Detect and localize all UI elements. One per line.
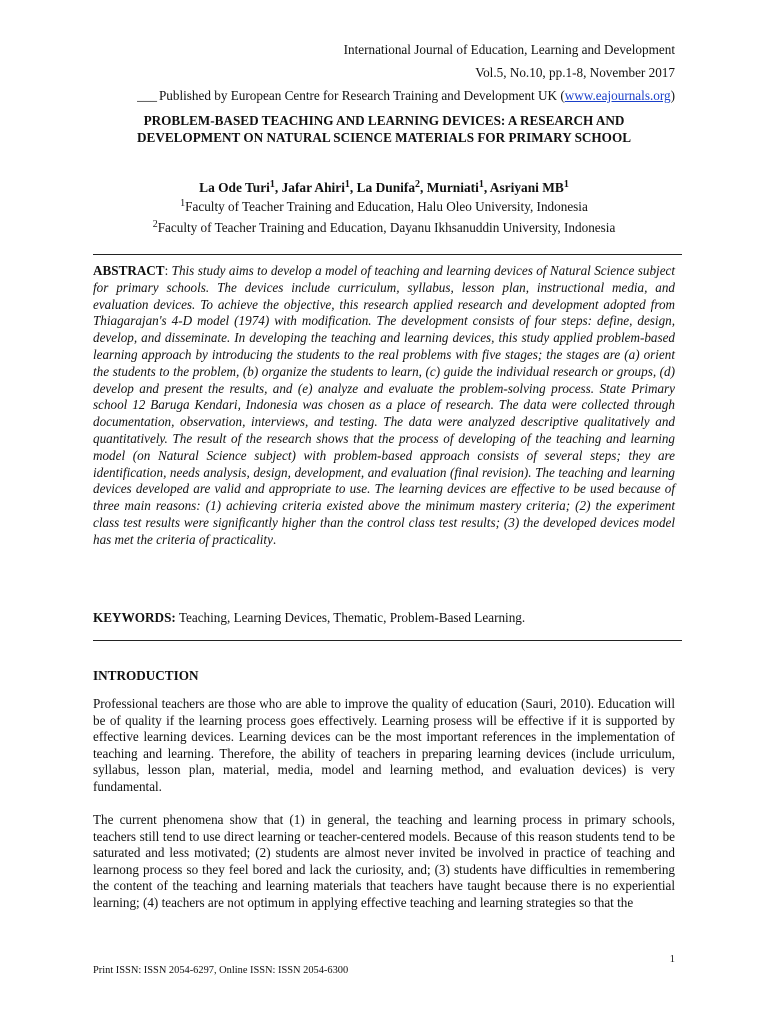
affiliation-text: Faculty of Teacher Training and Education, Dayanu Ikhsanuddin University, Indonesia (157, 220, 616, 235)
footer-issn: Print ISSN: ISSN 2054-6297, Online ISSN: ISSN 2054-6300 (93, 965, 349, 976)
keywords (93, 610, 675, 626)
publisher-lead: ___ (137, 88, 157, 103)
author-separator: , (349, 180, 357, 195)
publisher-text: Published by European Centre for Research Training and Development UK ( (158, 88, 565, 103)
journal-link[interactable]: www.eajournals.org (564, 88, 671, 103)
affiliation-1 (93, 199, 675, 215)
author-affiliation-mark: 1 (563, 179, 569, 190)
page-number: 1 (669, 954, 675, 965)
author-separator: , (274, 180, 282, 195)
author-separator: , (420, 180, 427, 195)
paper-title: PROBLEM-BASED TEACHING AND LEARNING DEVICES: A RESEARCH AND DEVELOPMENT ON NATURAL SCIENCE MATERIALS FOR PRIMARY SCHOOL (137, 113, 631, 145)
abstract-label: ABSTRACT (93, 263, 165, 278)
author-name: La Ode Turi (199, 180, 270, 195)
author-separator: , (483, 180, 490, 195)
abstract-colon: : (164, 263, 172, 278)
abstract (93, 263, 675, 549)
publisher-line (137, 88, 675, 104)
section-heading-introduction: INTRODUCTION (93, 668, 199, 683)
author-list (93, 180, 675, 196)
author-affiliation-mark: 1 (269, 179, 275, 190)
author-name: La Dunifa (356, 180, 416, 195)
abstract-end: . (272, 531, 277, 547)
affiliation-mark: 1 (180, 198, 186, 209)
keywords-text: Teaching, Learning Devices, Thematic, Problem-Based Learning. (175, 610, 526, 625)
keywords-bottom-rule (93, 640, 682, 641)
journal-name: International Journal of Education, Learning and Development (343, 42, 675, 57)
author-affiliation-mark: 1 (344, 179, 350, 190)
publisher-close: ) (670, 88, 675, 103)
author-name: Asriyani MB (489, 180, 564, 195)
abstract-text: This study aims to develop a model of teaching and learning devices of Natural Science subject for primary schools. The devices include curriculum, syllabus, lesson plan, instructional media, and evaluation devices. To achieve the objective, this research applied research and development adopted from Thiagarajan's 4-D model (1974) with modification. The development consists of four steps: define, design, develop, and disseminate. In developing the teaching and learning devices, this study applied problem-based learning approach by introducing the students to the real problems with five stages; the stages are (a) orient the students to the problem, (b) organize the students to learn, (c) guide the individual research or groups, (d) develop and present the results, and (e) analyze and evaluate the problem-solving process. State Primary school 12 Baruga Kendari, Indonesia was chosen as a place of research. The data were collected through documentation, observation, interviews, and testing. The data were analyzed descriptive qualitatively and quantitatively. The result of the research shows that the process of developing of the teaching and learning model (on Natural Science subject) with problem-based approach consists of several steps; they are identification, needs analysis, design, development, and evaluation (final revision). The teaching and learning devices developed are valid and appropriate to use. The learning devices are effective to be used because of three main reasons: (1) achieving criteria existed above the minimum mastery criteria; (2) the experiment class test results were significantly higher than the control class test results; (3) the developed devices model has met the criteria of practicality (93, 263, 676, 547)
author-name: Jafar Ahiri (281, 180, 345, 195)
author-affiliation-mark: 1 (478, 179, 484, 190)
affiliation-text: Faculty of Teacher Training and Education, Halu Oleo University, Indonesia (185, 199, 588, 214)
keywords-label: KEYWORDS: (93, 610, 176, 625)
abstract-top-rule (93, 254, 682, 255)
author-affiliation-mark: 2 (415, 179, 421, 190)
paragraph: The current phenomena show that (1) in general, the teaching and learning process in primary schools, teachers still tend to use direct learning or teacher-centered models. Because of this reason students tend to be saturated and less motivated; (2) students are almost never invited be involved in practice of teaching and learnong process so they feel bored and lack the curiosity, and; (3) students have difficulties in remembering the content of the teaching and learning materials that teachers have taught because there is no experiential learning; (4) teachers are not optimum in applying effective teaching and learning strategies so that the (93, 812, 675, 910)
journal-volume: Vol.5, No.10, pp.1-8, November 2017 (475, 65, 675, 80)
affiliation-2 (93, 220, 675, 236)
paragraph: Professional teachers are those who are able to improve the quality of education (Sauri, 2010). Education will be of quality if the learning process goes effectively. Learning prosess will be effective if it is supported by effective learning devices. Learning devices can be the most important references in the implementation of teaching and learning. Therefore, the ability of teachers in preparing learning devices (include urriculum, syllabus, lesson plan, material, media, model and learning method, and evaluation devices) is very fundamental. (93, 696, 675, 794)
affiliation-mark: 2 (152, 219, 158, 230)
author-name: Murniati (426, 180, 479, 195)
